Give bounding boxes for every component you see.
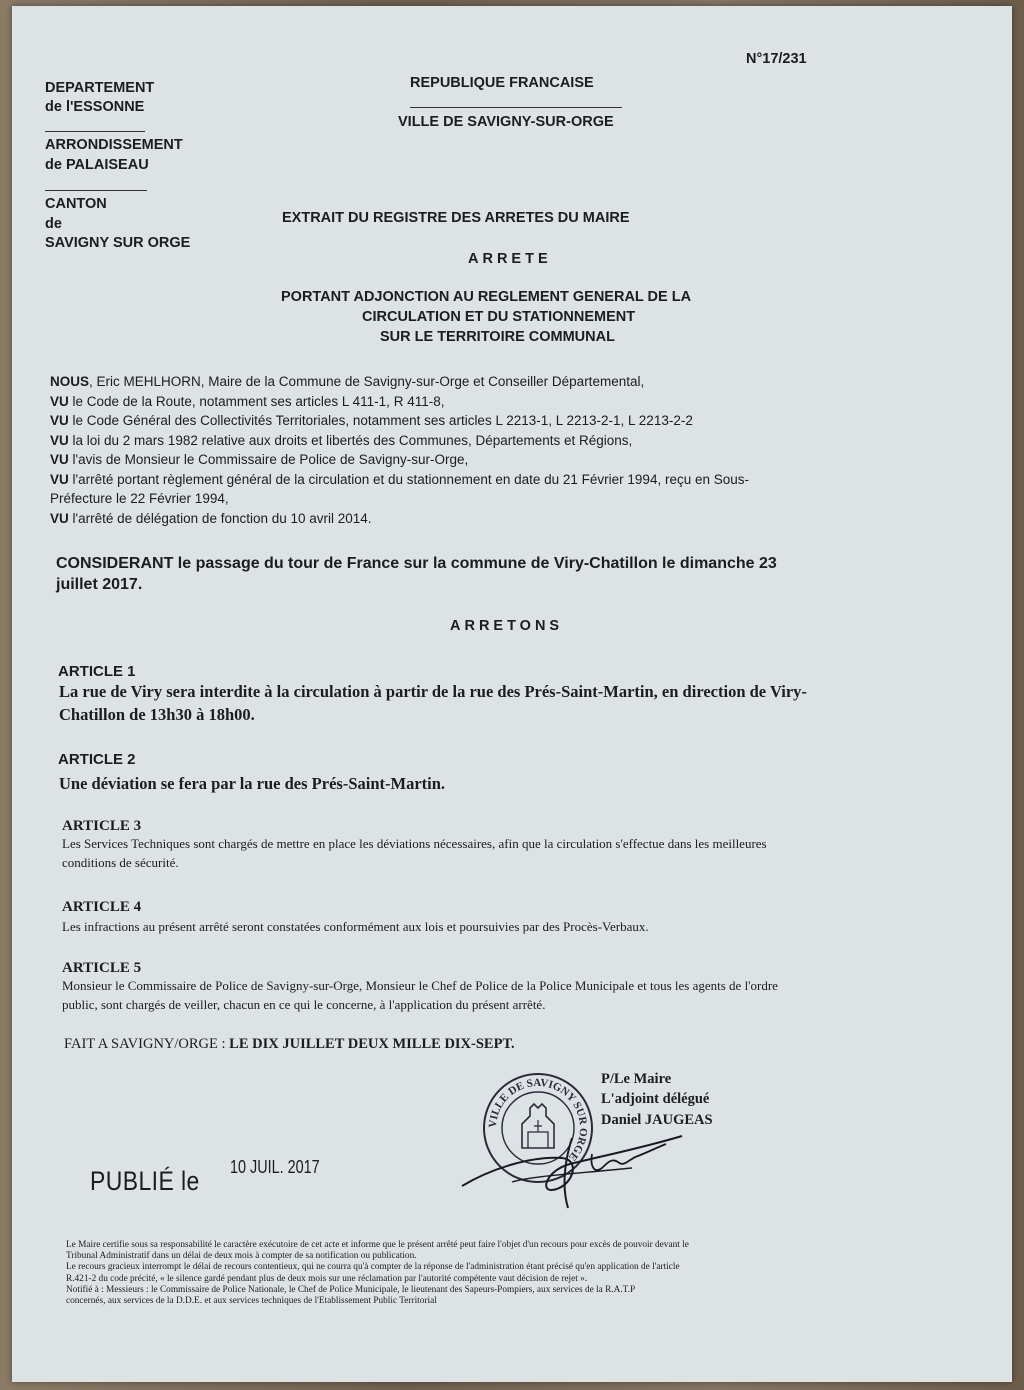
signature-line-1: P/Le Maire bbox=[601, 1071, 672, 1087]
article-3-title: ARTICLE 3 bbox=[62, 818, 142, 834]
footer-line: Tribunal Administratif dans un délai de deux mois à compter de sa notification ou publication. bbox=[66, 1251, 417, 1262]
published-date: 10 JUIL. 2017 bbox=[230, 1157, 320, 1177]
title-line-3: SUR LE TERRITOIRE COMMUNAL bbox=[380, 329, 615, 345]
considerant-line-1: CONSIDERANT le passage du tour de France sur la commune de Viry-Chatillon le dimanche 23 bbox=[56, 555, 777, 572]
article-5-line-2: public, sont chargés de veiller, chacun en ce qui le concerne, à l'application du présent arrêté. bbox=[62, 997, 546, 1012]
article-3-line-1: Les Services Techniques sont chargés de mettre en place les déviations nécessaires, afin que la circulation s'effectue dans les meilleures bbox=[62, 836, 767, 851]
preamble-line: Préfecture le 22 Février 1994, bbox=[50, 491, 229, 506]
article-1-title: ARTICLE 1 bbox=[58, 663, 136, 680]
preamble-line: VU l'avis de Monsieur le Commissaire de Police de Savigny-sur-Orge, bbox=[50, 452, 469, 467]
article-3-line-2: conditions de sécurité. bbox=[62, 855, 179, 870]
preamble-line: VU le Code de la Route, notamment ses articles L 411-1, R 411-8, bbox=[50, 393, 445, 409]
ville-title: VILLE DE SAVIGNY-SUR-ORGE bbox=[398, 114, 614, 130]
dept-line-1: DEPARTEMENT bbox=[45, 80, 155, 96]
article-2-title: ARTICLE 2 bbox=[58, 751, 136, 768]
arrete-title: ARRETE bbox=[468, 251, 552, 267]
stamp-text: VILLE DE SAVIGNY SUR ORGE bbox=[486, 1076, 590, 1163]
footer-line: Le Maire certifie sous sa responsabilité le caractère exécutoire de cet acte et informe que le présent arrêté peut faire l'objet d'un recours pour excès de pouvoir devant le bbox=[66, 1240, 689, 1250]
considerant-line-2: juillet 2017. bbox=[56, 576, 143, 593]
title-line-2: CIRCULATION ET DU STATIONNEMENT bbox=[362, 309, 636, 325]
canton-line-2: de bbox=[45, 216, 62, 232]
dept-line-2: de l'ESSONNE bbox=[45, 99, 145, 115]
signature-line-3: Daniel JAUGEAS bbox=[601, 1112, 713, 1128]
published-label: PUBLIÉ le bbox=[90, 1166, 200, 1196]
article-4-line-1: Les infractions au présent arrêté seront constatées conformément aux lois et poursuivies par des Procès-Verbaux. bbox=[62, 919, 649, 934]
footer-line: Notifié à : Messieurs : le Commissaire de Police Nationale, le Chef de Police Municipale, le lieutenant des Sapeurs-Pompiers, aux services de la R.A.T.P bbox=[66, 1284, 636, 1295]
arretons-title: ARRETONS bbox=[450, 618, 564, 634]
document-page bbox=[12, 6, 1012, 1382]
preamble-line: VU la loi du 2 mars 1982 relative aux droits et libertés des Communes, Départements et Régions, bbox=[50, 432, 633, 448]
footer-line: R.421-2 du code précité, « le silence gardé pendant plus de deux mois sur une réclamation par l'autorité compétente vaut décision de rejet ». bbox=[66, 1273, 588, 1284]
footer-line: concernés, aux services de la D.D.E. et aux services techniques de l'Etablissement Public Territorial bbox=[66, 1296, 437, 1306]
article-2-line-1: Une déviation se fera par la rue des Prés-Saint-Martin. bbox=[59, 774, 446, 793]
preamble-line: VU l'arrêté portant règlement général de la circulation et du stationnement en date du 21 Février 1994, reçu en Sous- bbox=[50, 471, 749, 487]
divider bbox=[45, 190, 147, 191]
arr-line-2: de PALAISEAU bbox=[45, 157, 149, 173]
footer-line: Le recours gracieux interrompt le délai de recours contentieux, qui ne courra qu'à compter de la réponse de l'administration étant précisé qu'en application de l'article bbox=[66, 1262, 680, 1273]
preamble-line: VU l'arrêté de délégation de fonction du 10 avril 2014. bbox=[50, 510, 372, 526]
fait-a-label: FAIT A SAVIGNY/ORGE : bbox=[64, 1036, 230, 1052]
article-5-title: ARTICLE 5 bbox=[62, 960, 142, 976]
divider bbox=[45, 131, 145, 132]
preamble-line: NOUS, Eric MEHLHORN, Maire de la Commune de Savigny-sur-Orge et Conseiller Départemental, bbox=[50, 374, 645, 389]
republic-title: REPUBLIQUE FRANCAISE bbox=[410, 75, 594, 91]
decree-number: N°17/231 bbox=[746, 51, 807, 67]
arr-line-1: ARRONDISSEMENT bbox=[45, 137, 183, 153]
signature-line-2: L'adjoint délégué bbox=[601, 1091, 710, 1107]
article-1-line-1: La rue de Viry sera interdite à la circulation à partir de la rue des Prés-Saint-Martin, en direction de Viry- bbox=[59, 682, 807, 701]
handwritten-signature bbox=[452, 1118, 712, 1218]
canton-line-1: CANTON bbox=[45, 196, 107, 212]
fait-a-line bbox=[64, 1036, 515, 1053]
article-1-line-2: Chatillon de 13h30 à 18h00. bbox=[59, 705, 255, 724]
preamble-line: VU le Code Général des Collectivités Territoriales, notamment ses articles L 2213-1, L 2213-2-1, L 2213-2-2 bbox=[50, 413, 693, 428]
extrait-title: EXTRAIT DU REGISTRE DES ARRETES DU MAIRE bbox=[282, 210, 630, 226]
article-5-line-1: Monsieur le Commissaire de Police de Savigny-sur-Orge, Monsieur le Chef de Police de la Police Municipale et tous les agents de l'ordre bbox=[62, 978, 778, 993]
fait-date: LE DIX JUILLET DEUX MILLE DIX-SEPT. bbox=[229, 1036, 515, 1052]
title-line-1: PORTANT ADJONCTION AU REGLEMENT GENERAL DE LA bbox=[281, 289, 692, 305]
divider bbox=[410, 107, 622, 108]
canton-line-3: SAVIGNY SUR ORGE bbox=[45, 235, 191, 251]
article-4-title: ARTICLE 4 bbox=[62, 899, 142, 915]
